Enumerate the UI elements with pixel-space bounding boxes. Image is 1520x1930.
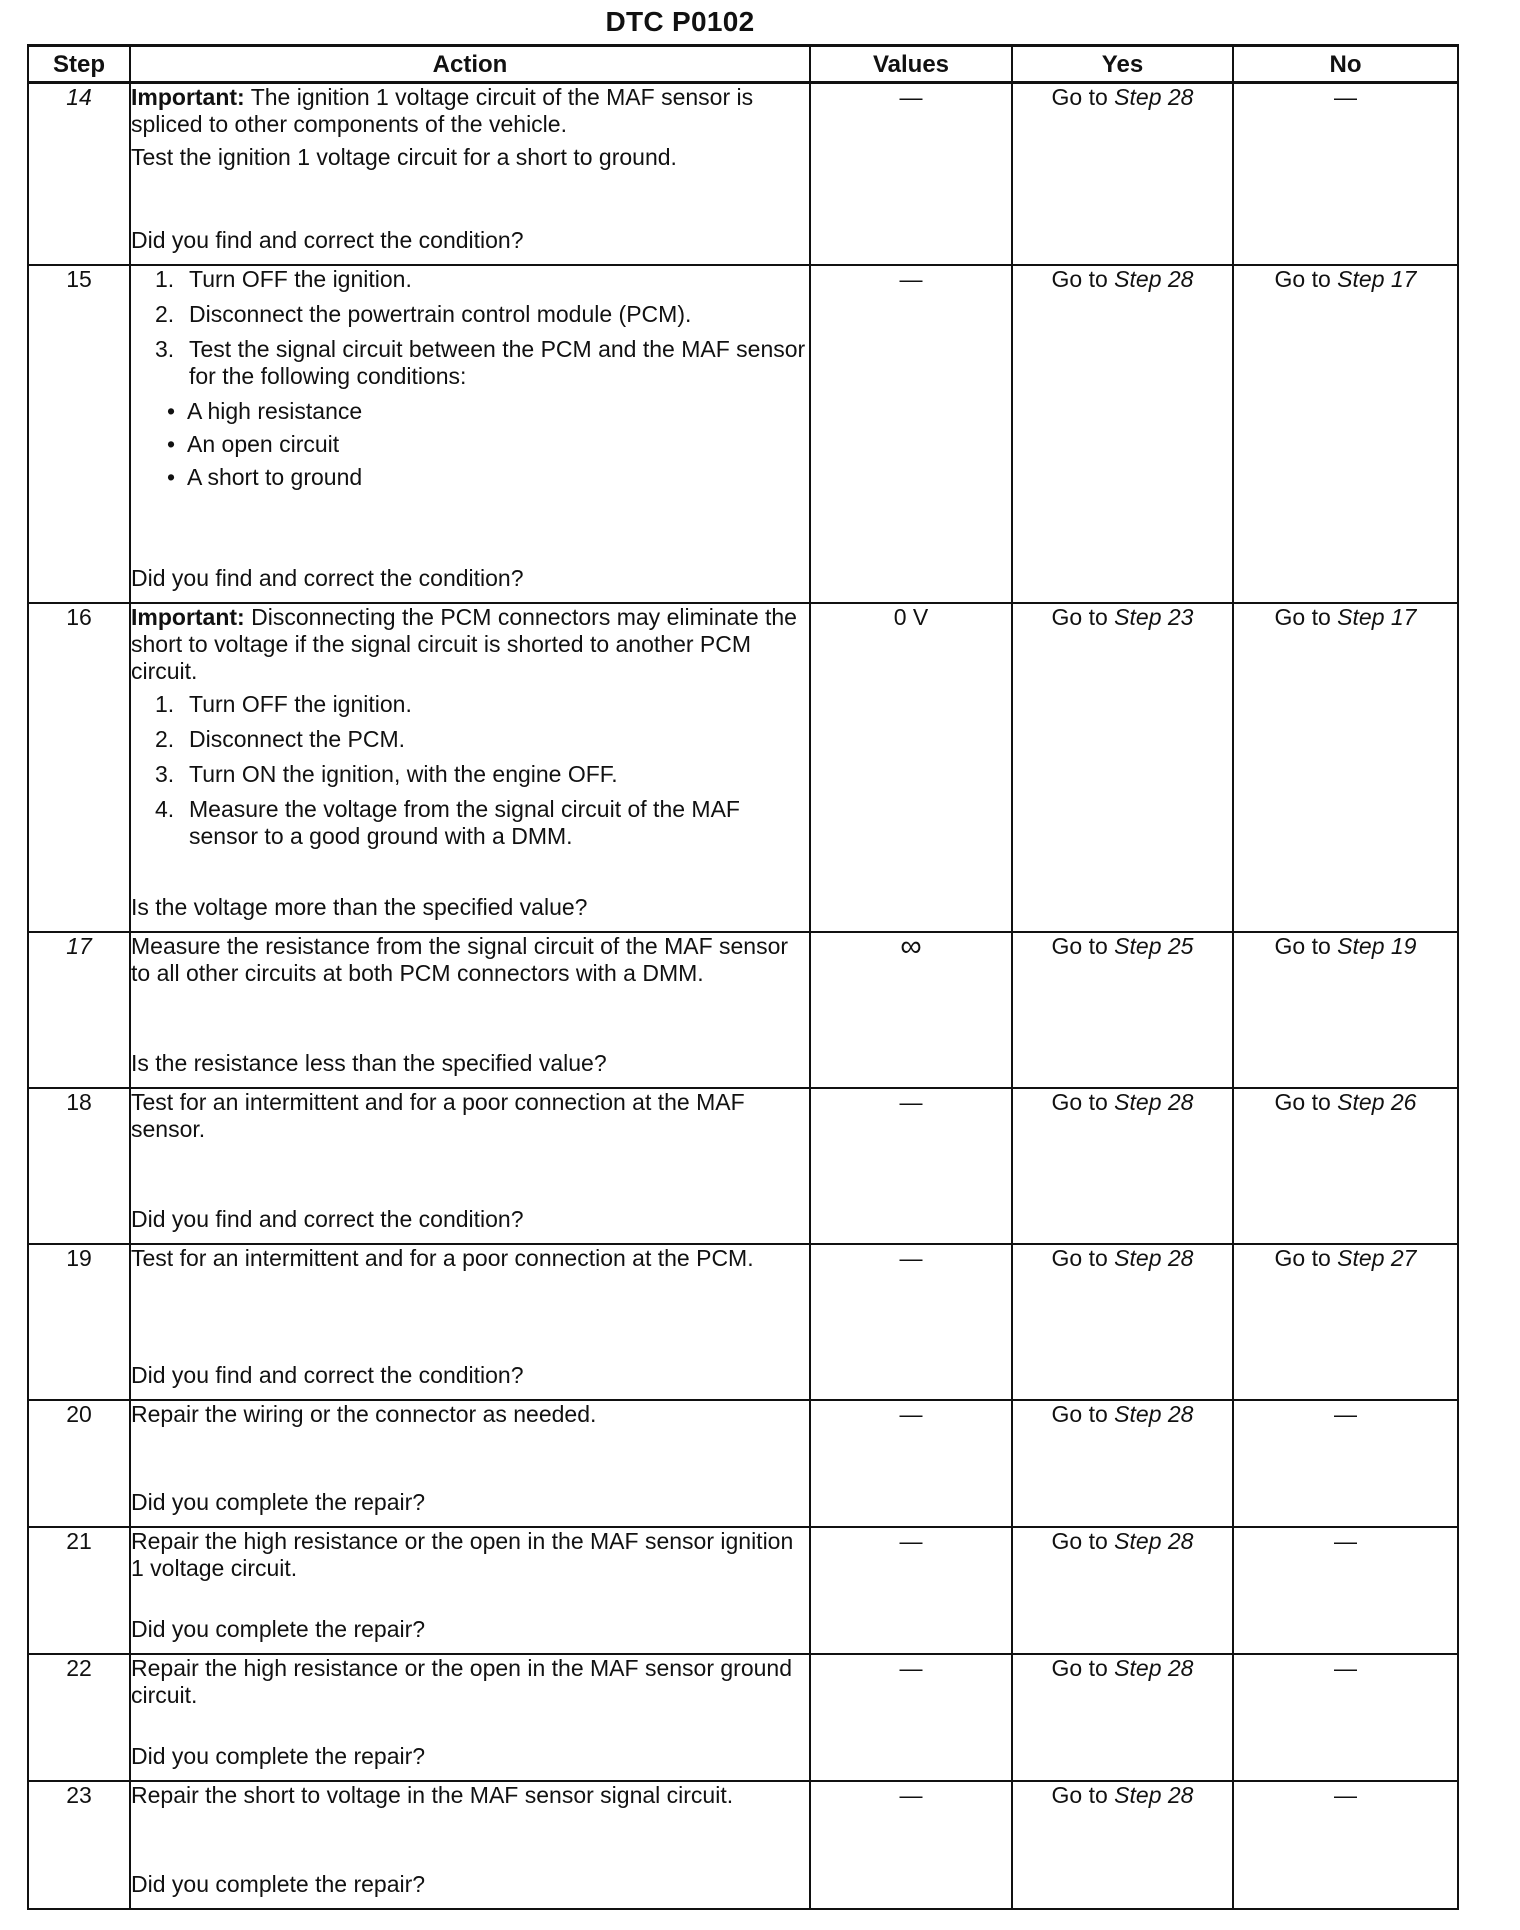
action-cell bbox=[130, 1088, 810, 1244]
action-line: Repair the high resistance or the open in the MAF sensor ignition 1 voltage circuit. bbox=[131, 1527, 794, 1581]
go-to-label: Go to bbox=[1274, 265, 1331, 292]
no-cell bbox=[1233, 603, 1458, 932]
condition-list bbox=[131, 398, 809, 491]
go-to-label: Go to bbox=[1051, 1400, 1108, 1427]
table-row bbox=[28, 603, 1458, 932]
go-to-label: Go to bbox=[1051, 1244, 1108, 1271]
condition-item: • A short to ground bbox=[167, 464, 809, 491]
question: Did you complete the repair? bbox=[131, 1615, 426, 1642]
action-cell bbox=[130, 265, 810, 603]
procedure-list bbox=[131, 266, 809, 390]
yes-cell bbox=[1012, 1527, 1233, 1654]
no-target-step: Step 26 bbox=[1337, 1088, 1417, 1115]
important-label: Important: bbox=[131, 603, 245, 630]
action-cell bbox=[130, 83, 810, 265]
action-line: Repair the wiring or the connector as needed. bbox=[131, 1400, 597, 1427]
important-text: The ignition 1 voltage circuit of the MAF sensor is spliced to other components of the vehicle. bbox=[131, 84, 754, 137]
table-row bbox=[28, 1244, 1458, 1400]
step-number: 16 bbox=[28, 603, 130, 932]
go-to-label: Go to bbox=[1051, 932, 1108, 959]
header-action: Action bbox=[130, 46, 810, 83]
action-line: Measure the resistance from the signal circuit of the MAF sensor to all other circuits at both PCM connectors with a DMM. bbox=[131, 932, 789, 986]
yes-target-step: Step 28 bbox=[1114, 1400, 1194, 1427]
yes-target-step: Step 28 bbox=[1114, 1781, 1194, 1808]
header-no: No bbox=[1233, 46, 1458, 83]
no-target-step: Step 17 bbox=[1337, 603, 1417, 630]
go-to-label: Go to bbox=[1274, 932, 1331, 959]
yes-cell bbox=[1012, 1781, 1233, 1909]
no-cell: — bbox=[1233, 1400, 1458, 1527]
go-to-label: Go to bbox=[1274, 1244, 1331, 1271]
condition-item: • A high resistance bbox=[167, 398, 809, 425]
header-step: Step bbox=[28, 46, 130, 83]
go-to-label: Go to bbox=[1051, 1527, 1108, 1554]
table-row bbox=[28, 1781, 1458, 1909]
yes-cell bbox=[1012, 265, 1233, 603]
step-number: 19 bbox=[28, 1244, 130, 1400]
yes-cell bbox=[1012, 932, 1233, 1088]
no-target-step: Step 17 bbox=[1337, 265, 1417, 292]
value-cell: — bbox=[810, 1244, 1012, 1400]
yes-cell bbox=[1012, 83, 1233, 265]
action-cell bbox=[130, 1244, 810, 1400]
value-cell: — bbox=[810, 1088, 1012, 1244]
no-cell bbox=[1233, 265, 1458, 603]
action-cell bbox=[130, 1527, 810, 1654]
value-cell: — bbox=[810, 1400, 1012, 1527]
action-cell bbox=[130, 1781, 810, 1909]
go-to-label: Go to bbox=[1051, 1781, 1108, 1808]
question: Did you find and correct the condition? bbox=[131, 1205, 524, 1232]
step-number: 23 bbox=[28, 1781, 130, 1909]
action-line: Test for an intermittent and for a poor connection at the PCM. bbox=[131, 1244, 754, 1271]
value-cell: — bbox=[810, 83, 1012, 265]
step-number: 17 bbox=[28, 932, 130, 1088]
yes-target-step: Step 23 bbox=[1114, 603, 1194, 630]
value-cell: — bbox=[810, 1781, 1012, 1909]
action-line: Test for an intermittent and for a poor connection at the MAF sensor. bbox=[131, 1088, 745, 1142]
yes-target-step: Step 28 bbox=[1114, 84, 1194, 110]
value-cell: ∞ bbox=[810, 932, 1012, 1088]
value-cell: — bbox=[810, 265, 1012, 603]
yes-target-step: Step 28 bbox=[1114, 1654, 1194, 1681]
go-to-label: Go to bbox=[1274, 1088, 1331, 1115]
procedure-item: 2. Disconnect the PCM. bbox=[155, 725, 406, 752]
no-cell: — bbox=[1233, 83, 1458, 265]
question: Did you find and correct the condition? bbox=[131, 564, 524, 591]
procedure-item: 3. Test the signal circuit between the PCM and the MAF sensor for the following conditions: bbox=[155, 335, 806, 389]
yes-cell bbox=[1012, 1244, 1233, 1400]
action-line: Repair the high resistance or the open in the MAF sensor ground circuit. bbox=[131, 1654, 792, 1708]
step-number: 15 bbox=[28, 265, 130, 603]
important-note bbox=[131, 604, 809, 685]
procedure-item: 4. Measure the voltage from the signal circuit of the MAF sensor to a good ground with a DMM. bbox=[155, 795, 740, 849]
yes-target-step: Step 28 bbox=[1114, 1527, 1194, 1554]
procedure-item: 3. Turn ON the ignition, with the engine OFF. bbox=[155, 760, 618, 787]
procedure-item: 1. Turn OFF the ignition. bbox=[155, 690, 412, 717]
important-label: Important: bbox=[131, 84, 245, 110]
yes-cell bbox=[1012, 1088, 1233, 1244]
page-title: DTC P0102 bbox=[605, 6, 755, 37]
table-row bbox=[28, 265, 1458, 603]
yes-target-step: Step 28 bbox=[1114, 265, 1194, 292]
question: Is the resistance less than the specified value? bbox=[131, 1049, 607, 1076]
important-text: Disconnecting the PCM connectors may eliminate the short to voltage if the signal circuit is shorted to another PCM circuit. bbox=[131, 603, 797, 684]
table-row bbox=[28, 932, 1458, 1088]
value-cell: — bbox=[810, 1654, 1012, 1781]
table-row bbox=[28, 1088, 1458, 1244]
no-target-step: Step 27 bbox=[1337, 1244, 1417, 1271]
yes-target-step: Step 28 bbox=[1114, 1088, 1194, 1115]
no-cell bbox=[1233, 1244, 1458, 1400]
action-cell bbox=[130, 1400, 810, 1527]
question: Did you find and correct the condition? bbox=[131, 227, 524, 253]
yes-target-step: Step 25 bbox=[1114, 932, 1194, 959]
step-number: 22 bbox=[28, 1654, 130, 1781]
table-row bbox=[28, 1527, 1458, 1654]
go-to-label: Go to bbox=[1274, 603, 1331, 630]
table-row bbox=[28, 83, 1458, 265]
action-cell bbox=[130, 932, 810, 1088]
diagnostic-table bbox=[27, 44, 1459, 1910]
procedure-item: 2. Disconnect the powertrain control module (PCM). bbox=[155, 300, 692, 327]
procedure-item: 1. Turn OFF the ignition. bbox=[155, 265, 412, 292]
condition-item: • An open circuit bbox=[167, 431, 809, 458]
action-cell bbox=[130, 603, 810, 932]
table-row bbox=[28, 1654, 1458, 1781]
important-note bbox=[131, 84, 809, 138]
value-cell: 0 V bbox=[810, 603, 1012, 932]
action-line: Test the ignition 1 voltage circuit for a short to ground. bbox=[131, 144, 677, 170]
action-line: Repair the short to voltage in the MAF sensor signal circuit. bbox=[131, 1781, 734, 1808]
header-yes: Yes bbox=[1012, 46, 1233, 83]
action-cell bbox=[130, 1654, 810, 1781]
value-cell: — bbox=[810, 1527, 1012, 1654]
table-row bbox=[28, 1400, 1458, 1527]
header-values: Values bbox=[810, 46, 1012, 83]
no-cell: — bbox=[1233, 1527, 1458, 1654]
question: Did you find and correct the condition? bbox=[131, 1361, 524, 1388]
question: Did you complete the repair? bbox=[131, 1742, 426, 1769]
question: Is the voltage more than the specified value? bbox=[131, 893, 588, 920]
step-number: 20 bbox=[28, 1400, 130, 1527]
no-target-step: Step 19 bbox=[1337, 932, 1417, 959]
step-number: 14 bbox=[28, 83, 130, 265]
no-cell bbox=[1233, 1088, 1458, 1244]
step-number: 18 bbox=[28, 1088, 130, 1244]
yes-cell bbox=[1012, 1400, 1233, 1527]
no-cell: — bbox=[1233, 1781, 1458, 1909]
header-row bbox=[28, 46, 1458, 83]
go-to-label: Go to bbox=[1051, 603, 1108, 630]
procedure-list bbox=[131, 691, 809, 850]
question: Did you complete the repair? bbox=[131, 1488, 426, 1515]
no-cell bbox=[1233, 932, 1458, 1088]
no-cell: — bbox=[1233, 1654, 1458, 1781]
yes-cell bbox=[1012, 603, 1233, 932]
go-to-label: Go to bbox=[1051, 1088, 1108, 1115]
go-to-label: Go to bbox=[1051, 1654, 1108, 1681]
step-number: 21 bbox=[28, 1527, 130, 1654]
question: Did you complete the repair? bbox=[131, 1870, 426, 1897]
go-to-label: Go to bbox=[1051, 84, 1108, 110]
yes-target-step: Step 28 bbox=[1114, 1244, 1194, 1271]
go-to-label: Go to bbox=[1051, 265, 1108, 292]
yes-cell bbox=[1012, 1654, 1233, 1781]
